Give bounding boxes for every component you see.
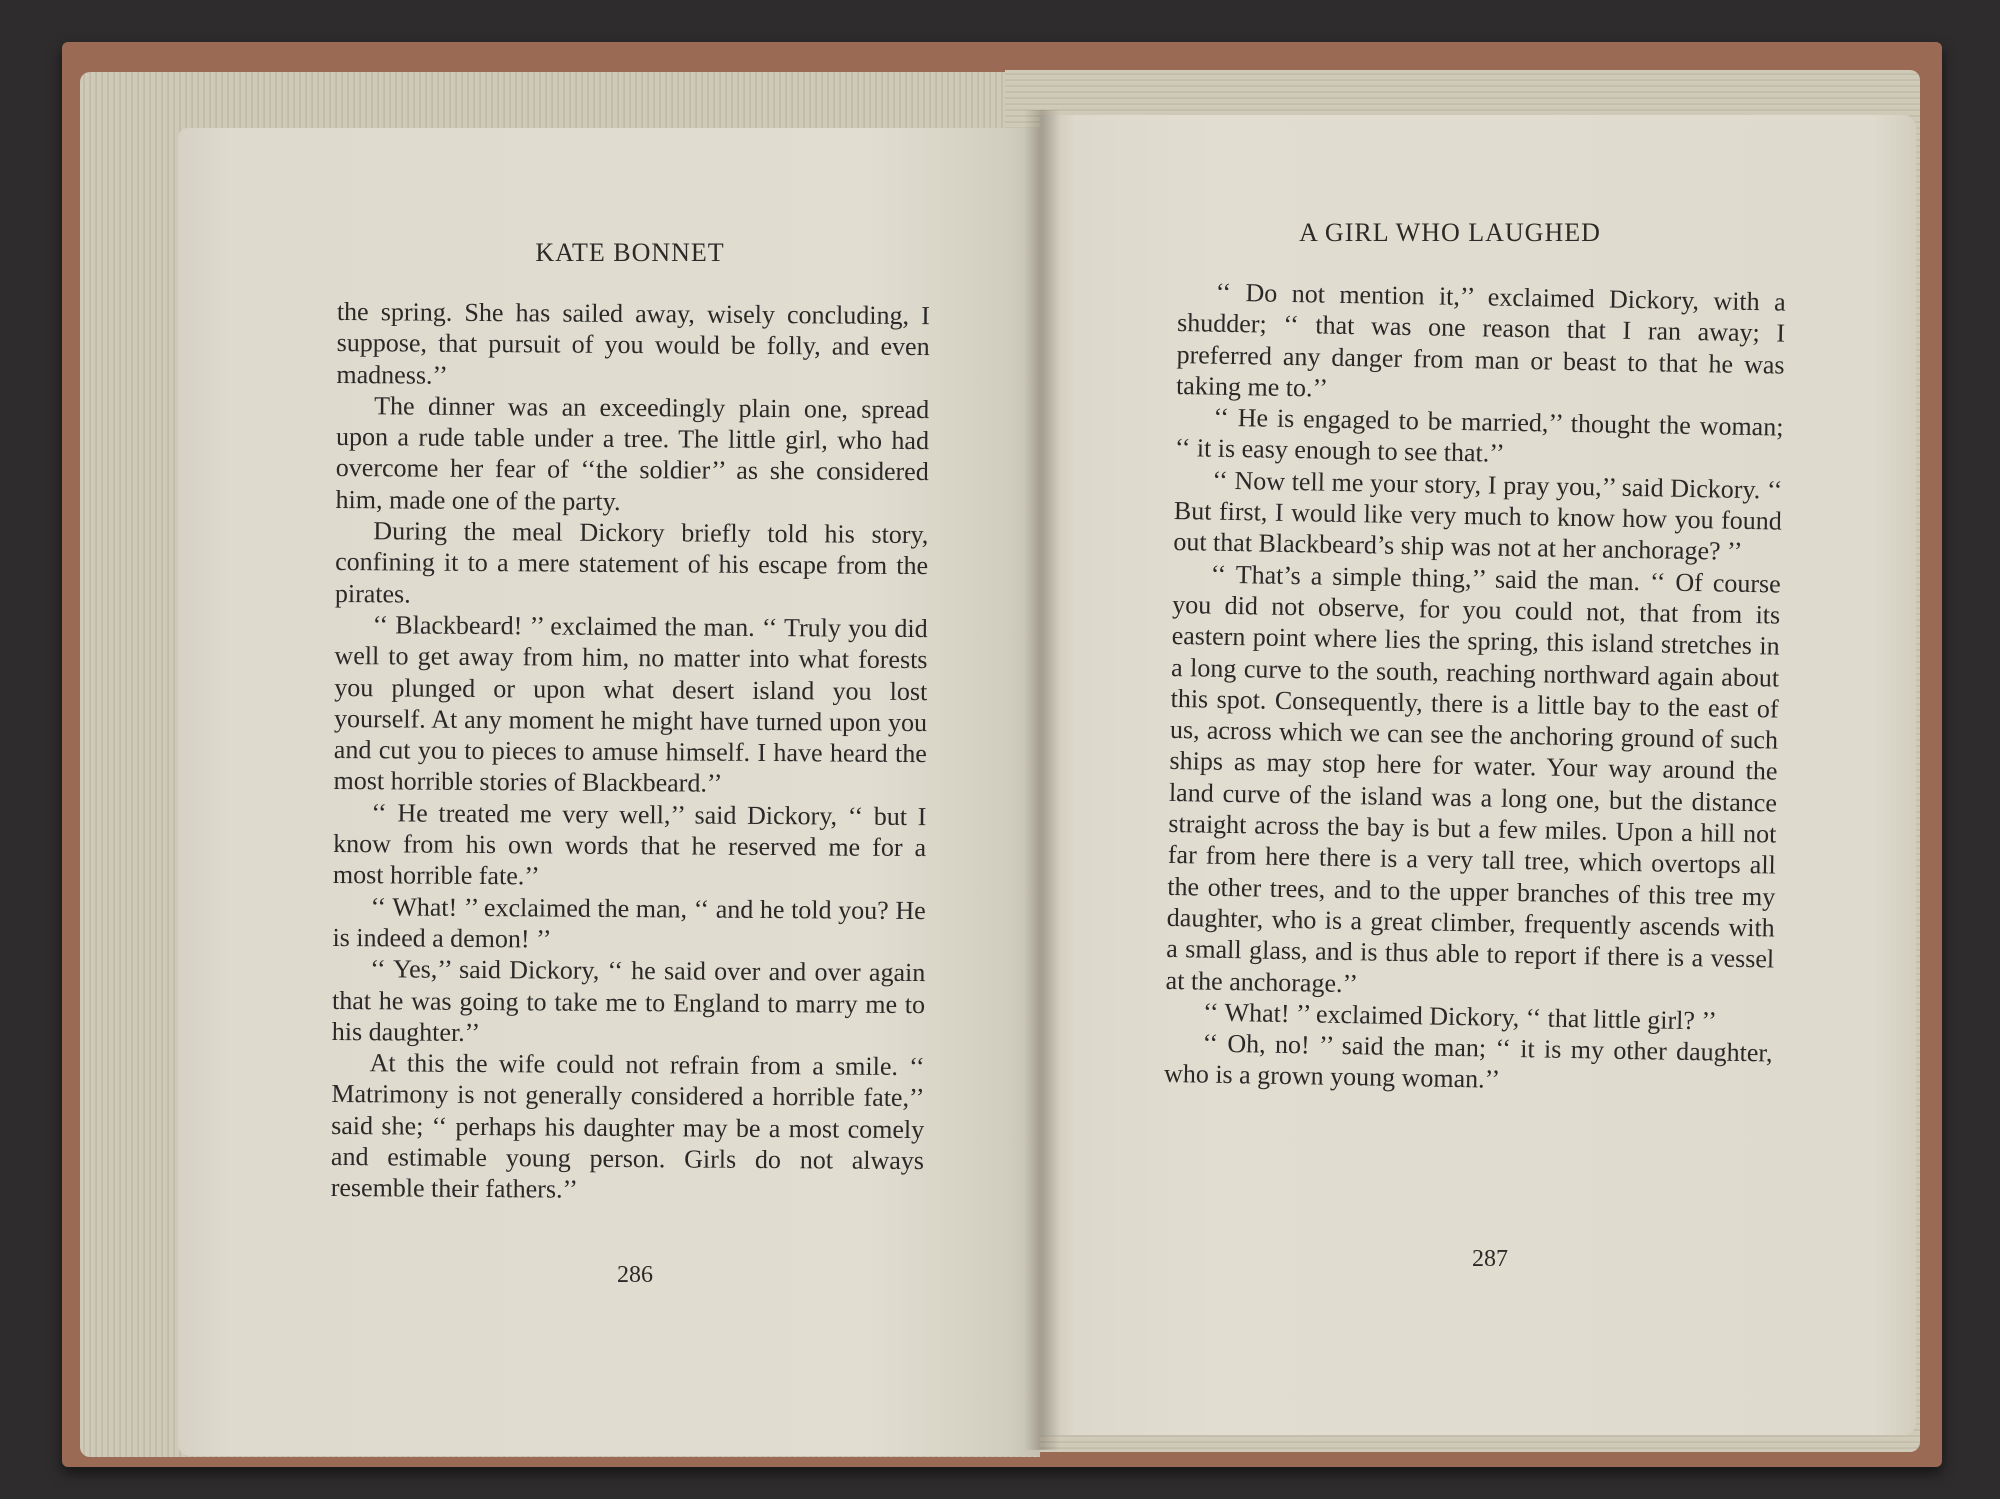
left-page-number: 286 <box>617 1262 653 1288</box>
right-page-text <box>1164 276 1786 1100</box>
paragraph: ‘‘ Blackbeard! ’’ exclaimed the man. ‘‘ Truly you did well to get away from him, no matter into what forests you plunged or upon what desert island you lost yourself. At any moment he might have turned upon you and cut you to pieces to amuse himself. I have heard the most horrible stories of Blackbeard.’’ <box>333 610 928 799</box>
paragraph: ‘‘ Do not mention it,’’ exclaimed Dickory, with a shudder; ‘‘ that was one reason that I ran away; I preferred any danger from man or beast to that he was taking me to.’’ <box>1175 277 1786 403</box>
paragraph: ‘‘ What! ’’ exclaimed Dickory, ‘‘ that little girl? ’’ <box>1202 997 1718 1036</box>
paragraph: ‘‘ Oh, no! ’’ said the man; ‘‘ it is my other daughter, who is a grown young woman.’’ <box>1163 1028 1773 1095</box>
paragraph: the spring. She has sailed away, wisely concluding, I suppose, that pursuit of you would be folly, and even madness.’’ <box>336 296 930 390</box>
paragraph: ‘‘ That’s a simple thing,’’ said the man. ‘‘ Of course you did not observe, for you could not, that from its eastern point where lies the spring, this island stretches in a long curve to the south, reaching northward again about this spot. Consequently, there is a little bay to the east of us, across which we can see the anchoring ground of such ships as may stop here for water. Your way around the land curve of the island was a long one, but the distance straight across the bay is but a few miles. Upon a hill not far from here there is a very tall tree, which overtops all the other trees, and to the upper branches of this tree my daughter, who is a great climber, frequently ascends with a small glass, and is thus able to report if there is a vessel at the anchorage.’’ <box>1165 559 1781 998</box>
paragraph: At this the wife could not refrain from a smile. ‘‘ Matrimony is not generally considered a horrible fate,’’ said she; ‘‘ perhaps his daughter may be a most comely and estimable young person. Girls do not always resemble their fathers.’’ <box>330 1048 925 1205</box>
paragraph: ‘‘ Yes,’’ said Dickory, ‘‘ he said over and over again that he was going to take me to England to marry me to his daughter.’’ <box>331 954 926 1047</box>
paragraph: ‘‘ He is engaged to be married,’’ thought the woman; ‘‘ it is easy enough to see that.’’ <box>1174 402 1784 469</box>
paragraph: ‘‘ Now tell me your story, I pray you,’’ said Dickory. ‘‘ But first, I would like very much to know how you found out that Blackbeard’s ship was not at her anchorage? ’’ <box>1173 465 1783 567</box>
left-running-head: KATE BONNET <box>535 238 725 267</box>
left-page-text <box>331 296 930 1208</box>
paragraph: ‘‘ What! ’’ exclaimed the man, ‘‘ and he told you? He is indeed a demon! ’’ <box>332 891 926 954</box>
book-gutter <box>1024 110 1060 1450</box>
paragraph: During the meal Dickory briefly told his story, confining it to a mere statement of his escape from the pirates. <box>334 516 929 609</box>
right-page-number: 287 <box>1472 1246 1508 1272</box>
right-running-head: A GIRL WHO LAUGHED <box>1299 218 1601 247</box>
paragraph: ‘‘ He treated me very well,’’ said Dickory, ‘‘ but I know from his own words that he reserved me for a most horrible fate.’’ <box>332 798 927 891</box>
paragraph: The dinner was an exceedingly plain one, spread upon a rude table under a tree. The little girl, who had overcome her fear of ‘‘the soldier’’ as she considered him, made one of the party. <box>335 391 930 516</box>
